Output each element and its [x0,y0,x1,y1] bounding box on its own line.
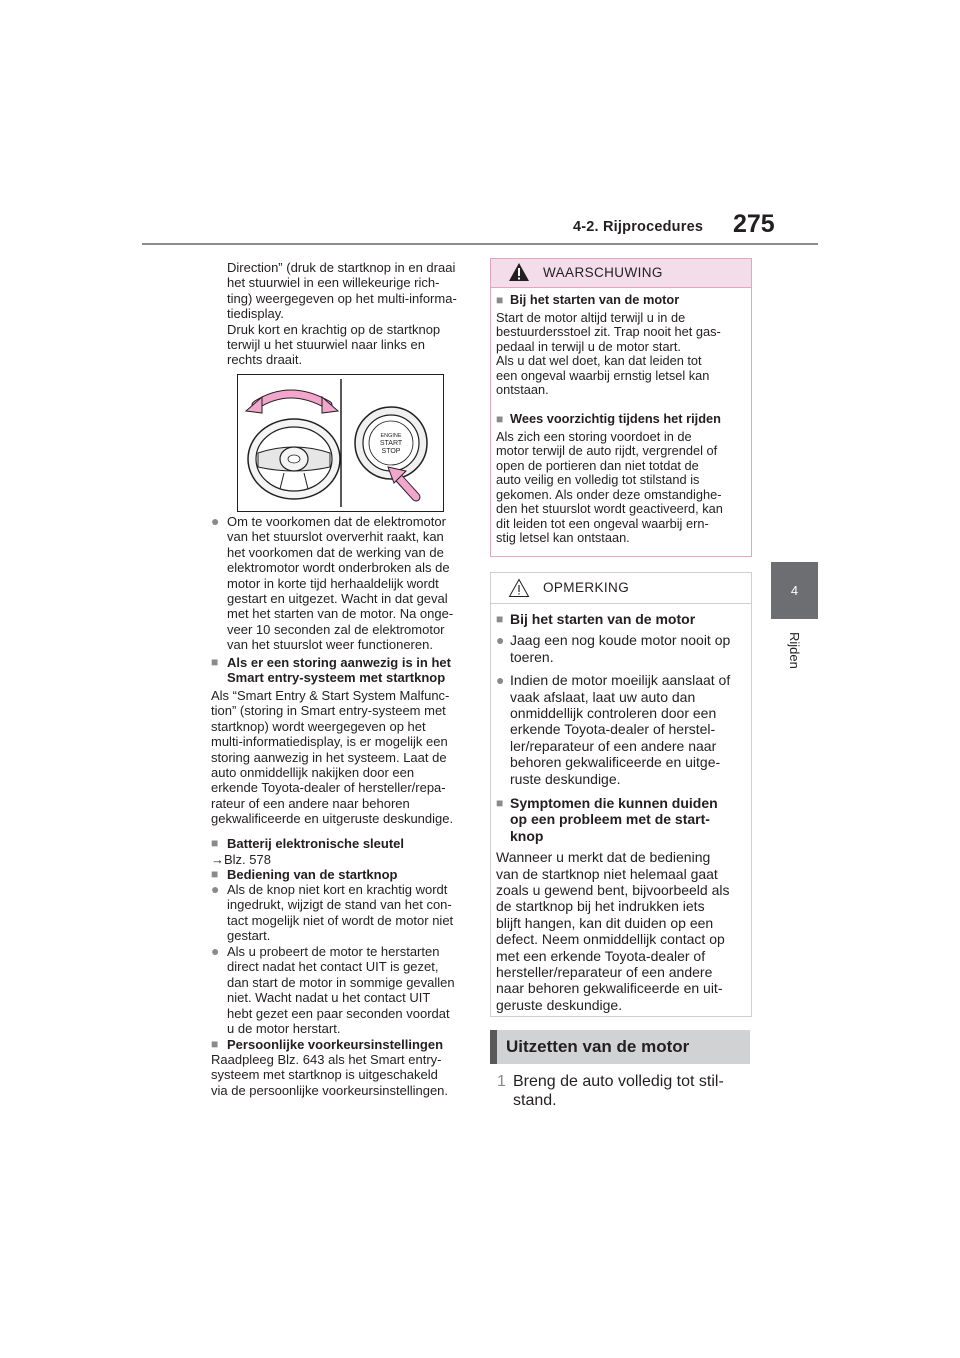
line: dan start de motor in sommige gevallen [227,974,455,990]
line: den het stuurslot wordt geactiveerd, kan [496,501,723,516]
line: stig letsel kan ontstaan. [496,530,630,545]
para-personal-settings [211,1052,473,1098]
note-title: OPMERKING [543,580,630,595]
square-bullet-icon: ■ [211,1037,219,1051]
line: bestuurdersstoel zit. Trap nooit het gas- [496,324,721,339]
page-number: 275 [733,210,775,238]
bullet-icon: ● [211,943,220,959]
line: gestart. [227,928,271,944]
line: de startknop bij het indrukken iets [496,898,705,915]
line: met het starten van de motor. Na onge- [227,606,454,622]
bullet-restart [211,944,469,1036]
line: ingedrukt, wijzigt de stand van het con- [227,897,452,913]
line: rateur of een andere naar behoren [211,795,410,811]
bullet-icon: ● [496,672,505,689]
ref-battery[interactable]: →Blz. 578 [211,852,271,867]
warning-triangle-icon [508,262,530,282]
warning-title: WAARSCHUWING [543,265,663,280]
bullet-icon: ● [211,881,220,897]
line: Direction” (druk de startknop in en draai [227,260,456,275]
line: systeem met startknop is uitgeschakeld [211,1067,438,1083]
line: Raadpleeg Blz. 643 als het Smart entry- [211,1052,442,1067]
square-bullet-icon: ■ [211,867,219,881]
line: een ongeval waarbij ernstig letsel kan [496,367,710,383]
line: Als de knop niet kort en krachtig wordt [227,882,448,897]
line: geruste deskundige. [496,996,623,1013]
line: motor in korte tijd herhaaldelijk wordt [227,575,439,591]
header-rule [142,243,818,245]
line: hebt gezet een paar seconden voordat [227,1005,450,1021]
line: tact mogelijk niet of wordt de motor niet [227,912,454,928]
line: van het stuurslot oververhit raakt, kan [227,529,444,545]
heading-text: Bediening van de startknop [227,867,398,882]
line: Symptomen die kunnen duiden [510,795,718,811]
line: via de persoonlijke voorkeursinstellingen. [211,1082,449,1098]
line: gekomen. Als onder deze omstandighe- [496,486,722,502]
line: pedaal in terwijl u de motor start. [496,338,681,354]
line: van het stuurslot weer functioneren. [227,637,433,653]
line: Als “Smart Entry & Start System Malfunc- [211,688,450,703]
warning-box [490,258,752,557]
bullet-icon: ● [496,632,505,649]
line: Om te voorkomen dat de elektromotor [227,514,446,529]
heading-start-button-operation [211,867,469,882]
chapter-label-text: Rijden [787,632,802,669]
bullet-motor-overheat [211,514,469,653]
heading-smart-entry-fault [211,655,469,686]
line: Smart entry-systeem met startknop [227,670,446,686]
line: ting) weergegeven op het multi-informa- [227,290,457,306]
line: Druk kort en krachtig op de startknop [227,321,441,337]
warning-section-driving [496,412,748,546]
note-box [490,572,752,1017]
bullet-icon: ● [211,513,220,529]
step-number: 1 [497,1073,506,1090]
line: auto onmiddellijk nakijken door een [211,765,415,781]
note-header [491,573,751,604]
line: motor terwijl de auto rijdt, vergrendel of [496,443,718,458]
section-title: Bij het starten van de motor [510,611,696,627]
line: met een erkende Toyota-dealer of [496,947,706,964]
line: Als u dat wel doet, kan dat leiden tot [496,353,702,368]
step-1 [497,1072,747,1110]
line: multi-informatiedisplay, is er mogelijk een [211,734,448,750]
line: Breng de auto volledig tot stil- [513,1073,724,1090]
line: zoals u gewend bent, bijvoorbeeld als [496,882,730,899]
line: het stuurwiel in een willekeurige rich- [227,275,440,291]
line: rechts draait. [227,352,303,368]
line: behoren gekwalificeerde en uitge- [510,754,721,771]
line: terwijl u het stuurwiel naar links en [227,337,425,353]
line: ler/reparateur of een andere naar [510,737,717,754]
warning-section-start [496,293,748,398]
line: blijft hangen, kan dit duiden op een [496,914,714,931]
section-title: Wees voorzichtig tijdens het rijden [510,411,721,426]
line: van de startknop niet helemaal gaat [496,865,718,882]
line: naar behoren gekwalificeerde en uit- [496,980,723,997]
section-banner: Uitzetten van de motor [490,1030,750,1064]
button-text-engine: ENGINE [380,433,402,439]
line: ruste deskundige. [510,770,621,787]
button-text-start: START [379,440,403,447]
bullet-press-firmly [211,882,469,944]
button-text-stop: STOP [381,448,401,455]
square-bullet-icon: ■ [496,412,504,426]
heading-personal-settings [211,1037,469,1052]
line: direct nadat het contact UIT is gezet, [227,959,439,975]
figure-illustration [238,375,443,511]
square-bullet-icon: ■ [496,293,504,307]
push-arrow-icon [398,477,416,497]
line: Wanneer u merkt dat de bediening [496,849,711,866]
intro-text [227,260,467,368]
heading-text: Batterij elektronische sleutel [227,836,405,851]
steering-wheel-icon [248,419,340,499]
section-title: 4-2. Rijprocedures [573,219,704,235]
line: startknop) wordt weergegeven op het [211,718,426,734]
warning-header [491,259,751,288]
line: u de motor herstart. [227,1021,341,1037]
line: defect. Neem onmiddellijk contact op [496,931,725,948]
line: ontstaan. [496,382,549,397]
line: Start de motor altijd terwijl u in de [496,309,686,325]
chapter-label [788,632,802,688]
line: Als er een storing aanwezig is in het [227,655,451,670]
line: auto veilig en volledig tot stilstand is [496,472,700,487]
line: dit leiden tot een ongeval waarbij ern- [496,515,709,531]
line: hersteller/reparateur of een andere [496,964,713,981]
line: erkende Toyota-dealer of hersteller/repa- [211,780,446,796]
line: veer 10 seconden zal de elektromotor [227,621,445,637]
line: gestart en uitgezet. Wacht in dat geval [227,591,448,607]
line: erkende Toyota-dealer of herstel- [510,721,716,738]
note-section-start [496,611,748,787]
chapter-tab: 4 [771,562,818,619]
square-bullet-icon: ■ [496,796,504,810]
line: open de portieren dan niet totdat de [496,457,699,473]
line: Als u probeert de motor te herstarten [227,944,440,959]
line: tiedisplay. [227,306,284,322]
line: Als zich een storing voordoet in de [496,428,692,444]
steering-start-figure [237,374,444,512]
caution-outline-icon [508,578,530,598]
note-section-symptoms [496,795,748,1013]
line: tion” (storing in Smart entry-systeem met [211,703,446,719]
heading-battery [211,836,469,851]
square-bullet-icon: ■ [211,836,219,850]
line: Indien de motor moeilijk aanslaat of [510,672,731,689]
line: gekwalificeerde en uitgeruste deskundige. [211,811,454,827]
line: stand. [513,1092,557,1109]
section-title: Bij het starten van de motor [510,292,680,307]
line: Jaag een nog koude motor nooit op [510,632,731,649]
line: knop [510,827,544,844]
line: onmiddellijk controleren door een [510,705,717,722]
line: niet. Wacht nadat u het contact UIT [227,990,431,1006]
square-bullet-icon: ■ [211,655,219,669]
line: toeren. [510,648,554,665]
line: elektromotor wordt onderbroken als de [227,560,450,576]
line: het voorkomen dat de werking van de [227,544,444,560]
heading-text: Persoonlijke voorkeursinstellingen [227,1037,444,1052]
square-bullet-icon: ■ [496,612,504,626]
line: op een probleem met de start- [510,811,710,828]
line: vaak afslaat, laat uw auto dan [510,688,696,705]
line: storing aanwezig in het systeem. Laat de [211,749,447,765]
para-smart-entry-fault [211,688,473,827]
